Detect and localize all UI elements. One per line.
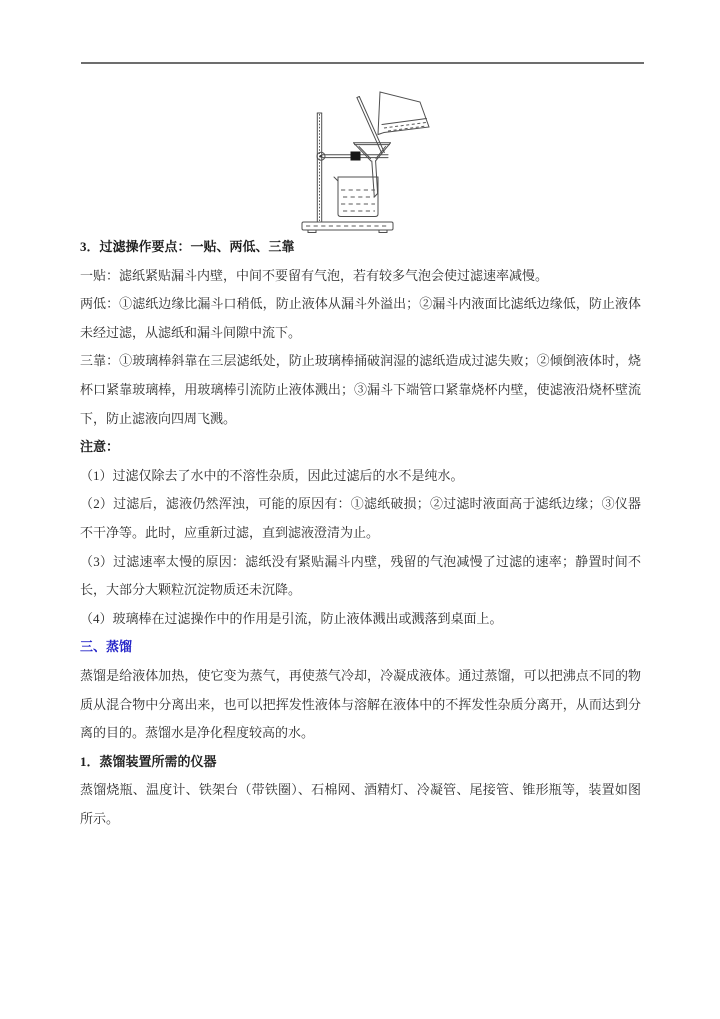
clamp-jaw	[351, 152, 361, 161]
stand-base	[302, 222, 393, 233]
receiving-beaker	[334, 177, 378, 217]
para-one-stick: 一贴：滤纸紧贴漏斗内壁，中间不要留有气泡，若有较多气泡会使过滤速率减慢。	[80, 267, 549, 283]
beaker-spout	[334, 177, 338, 181]
filtrate-liquid	[341, 190, 375, 211]
heading-distillation: 三、蒸馏	[80, 639, 133, 655]
document-body	[80, 233, 641, 833]
funnel-stem	[372, 161, 378, 197]
heading-filter-key-points: 3．过滤操作要点：一贴、两低、三靠	[80, 239, 295, 254]
iron-stand	[317, 113, 321, 222]
filtration-diagram-svg	[280, 80, 440, 240]
heading-apparatus-needed: 1．蒸馏装置所需的仪器	[80, 753, 217, 769]
filter-paper-edge	[359, 147, 371, 159]
para-apparatus-list: 蒸馏烧瓶、温度计、铁架台（带铁圈）、石棉网、酒精灯、冷凝管、尾接管、锥形瓶等，装置如图所示。	[80, 782, 641, 826]
heading-note: 注意：	[80, 439, 120, 455]
para-note-2: （2）过滤后，滤液仍然浑浊，可能的原因有：①滤纸破损；②过滤时液面高于滤纸边缘；③仪器不干净等。此时，应重新过滤，直到滤液澄清为止。	[80, 496, 641, 540]
filtration-apparatus-diagram	[280, 80, 440, 240]
para-two-lows: 两低：①滤纸边缘比漏斗口稍低，防止液体从漏斗外溢出；②漏斗内液面比滤纸边缘低，防止液体未经过滤，从滤纸和漏斗间隙中流下。	[80, 296, 641, 340]
header-rule	[81, 62, 644, 64]
para-three-touches: 三靠：①玻璃棒斜靠在三层滤纸处，防止玻璃棒捅破润湿的滤纸造成过滤失败；②倾倒液体时，烧杯口紧靠玻璃棒，用玻璃棒引流防止液体溅出；③漏斗下端管口紧靠烧杯内壁，使滤液沿烧杯壁流下，防止滤液向四周飞溅。	[80, 353, 641, 426]
pouring-beaker	[378, 92, 429, 135]
para-note-3: （3）过滤速率太慢的原因：滤纸没有紧贴漏斗内壁，残留的气泡减慢了过滤的速率；静置时间不长，大部分大颗粒沉淀物质还未沉降。	[80, 553, 641, 598]
para-note-1: （1）过滤仅除去了水中的不溶性杂质，因此过滤后的水不是纯水。	[80, 467, 464, 483]
para-note-4: （4）玻璃棒在过滤操作中的作用是引流，防止液体溅出或溅落到桌面上。	[80, 610, 503, 626]
para-distillation-intro: 蒸馏是给液体加热，使它变为蒸气，再使蒸气冷却，冷凝成液体。通过蒸馏，可以把沸点不同的物质从混合物中分离出来，也可以把挥发性液体与溶解在液体中的不挥发性杂质分离开，从而达到分离的目的。蒸馏水是净化程度较高的水。	[80, 667, 641, 741]
